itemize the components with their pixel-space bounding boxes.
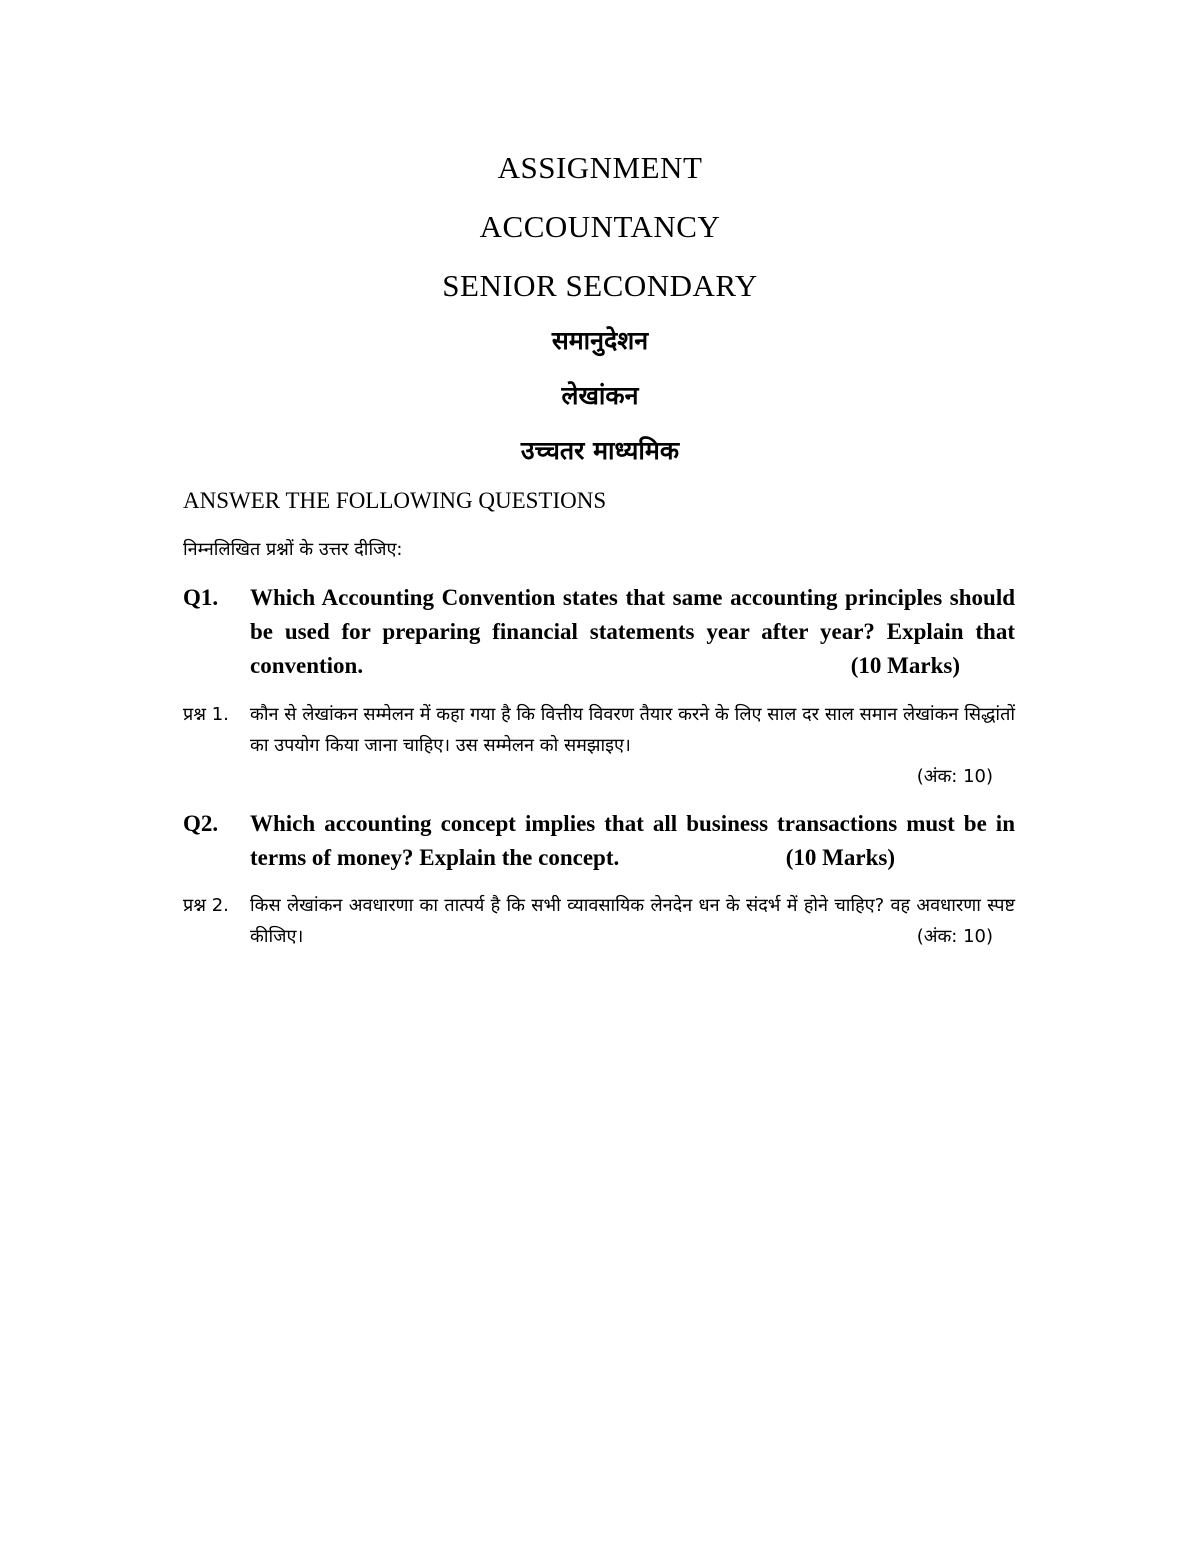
question-2-text-hi: किस लेखांकन अवधारणा का तात्पर्य है कि सभी व्यावसायिक लेनदेन धन के संदर्भ में होने चाहिए? वह अवधारणा स्पष्ट कीजिए। bbox=[250, 895, 1015, 947]
question-2-hi bbox=[183, 890, 1015, 952]
subject-en: ACCOUNTANCY bbox=[479, 209, 721, 244]
title-hi: समानुदेशन bbox=[551, 326, 649, 355]
question-1-number-hi: प्रश्न 1. bbox=[183, 704, 229, 725]
question-2-number-hi: प्रश्न 2. bbox=[183, 895, 229, 916]
instructions-en: ANSWER THE FOLLOWING QUESTIONS bbox=[183, 488, 607, 513]
question-2-marks: (10 Marks) bbox=[785, 845, 895, 870]
question-1-text-hi: कौन से लेखांकन सम्मेलन में कहा गया है कि वित्तीय विवरण तैयार करने के लिए साल दर साल समान लेखांकन सिद्धांतों का उपयोग किया जाना चाहिए। उस सम्मेलन को समझाइए। bbox=[250, 704, 1015, 756]
level-hi: उच्चतर माध्यमिक bbox=[520, 436, 680, 465]
question-1-number: Q1. bbox=[183, 585, 219, 610]
level-en: SENIOR SECONDARY bbox=[442, 268, 758, 303]
question-1-marks: (10 Marks) bbox=[850, 653, 960, 678]
question-1-marks-hi: (अंक: 10) bbox=[916, 766, 993, 787]
instructions-hi: निम्नलिखित प्रश्नों के उत्तर दीजिए: bbox=[183, 539, 403, 560]
question-1-hi bbox=[183, 699, 1015, 792]
subject-hi: लेखांकन bbox=[561, 381, 639, 410]
question-2-marks-hi: (अंक: 10) bbox=[916, 926, 993, 947]
question-1-text: Which Accounting Convention states that same accounting principles should be used for preparing financial statements year after year? Explain that convention. bbox=[250, 585, 1015, 678]
title-en: ASSIGNMENT bbox=[497, 150, 703, 185]
question-2-en bbox=[183, 807, 1015, 875]
question-2-number: Q2. bbox=[183, 811, 219, 836]
question-1-en bbox=[183, 581, 1015, 683]
question-2-text: Which accounting concept implies that all business transactions must be in terms of money? Explain the concept. bbox=[250, 811, 1015, 870]
